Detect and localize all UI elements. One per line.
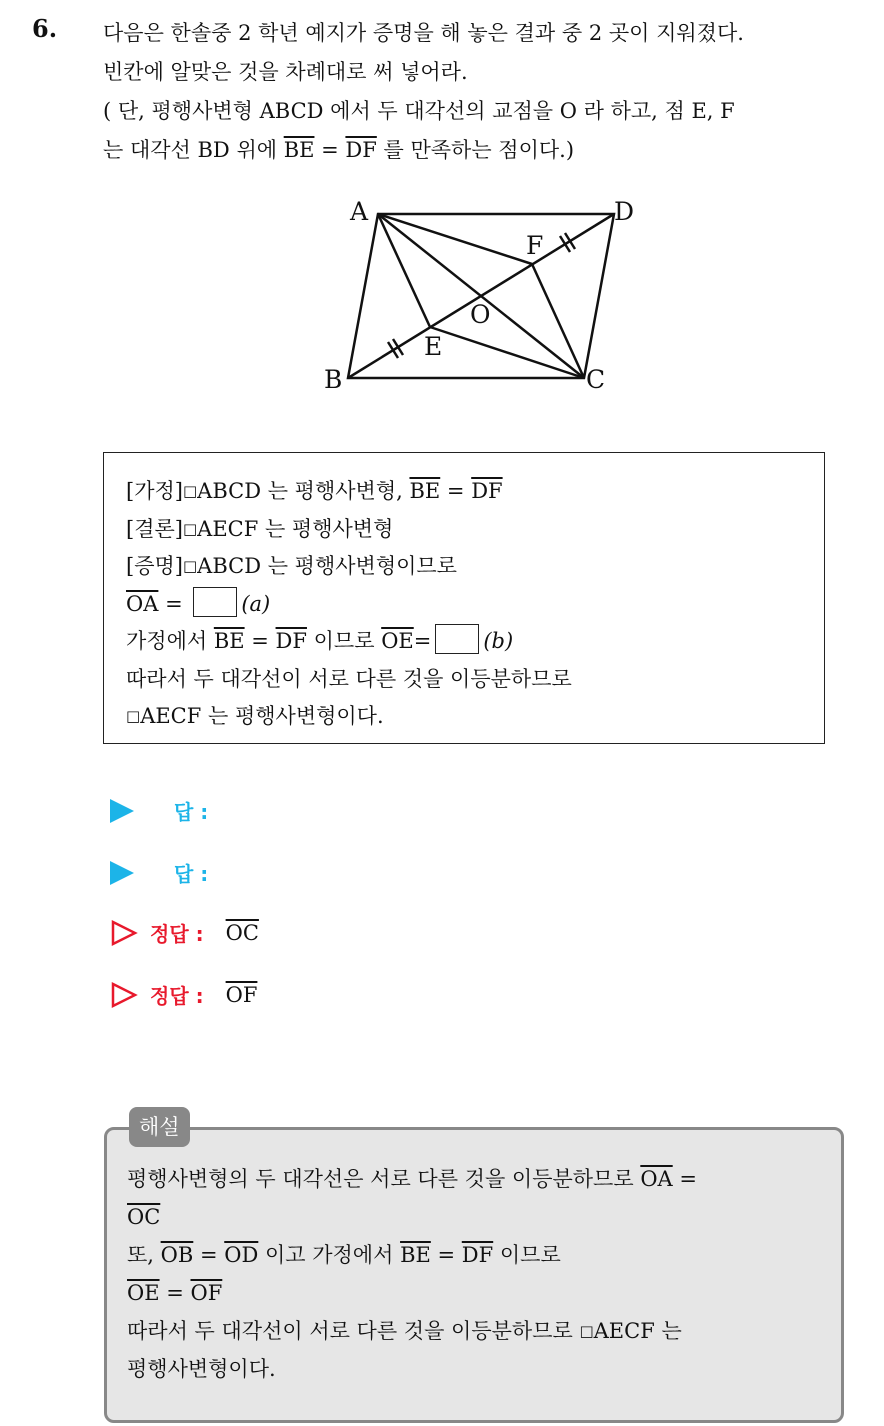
label-e: E [424, 332, 443, 361]
square-symbol: □ [126, 707, 141, 725]
equals: = [193, 1243, 225, 1267]
label-f: F [526, 231, 544, 260]
text: 가정에서 [126, 629, 214, 653]
text: 평행사변형의 두 대각선은 서로 다른 것을 이등분하므로 [127, 1167, 641, 1191]
proof-line-therefore: 따라서 두 대각선이 서로 다른 것을 이등분하므로 [126, 666, 572, 691]
expl-line-5 [127, 1312, 821, 1350]
outline-triangle-icon [110, 981, 138, 1009]
blank-b-label: (b) [483, 629, 514, 653]
segment-af [378, 214, 532, 264]
segment-oe: $\overline{OE}$ [127, 1281, 160, 1305]
conclusion-label: [결론] [126, 516, 183, 541]
correct-row-1 [110, 918, 259, 947]
question-text [103, 14, 873, 170]
question-line-1: 다음은 한솔중 2 학년 예지가 증명을 해 놓은 결과 중 2 곳이 지워졌다. [103, 21, 744, 45]
label-d: D [614, 197, 635, 226]
equals: = [413, 629, 432, 653]
text: 를 만족하는 점이다.) [376, 138, 575, 162]
proof-line-hypothesis [126, 473, 824, 511]
equals: = [159, 1281, 191, 1305]
question-number: 6. [32, 14, 58, 43]
segment-ob: $\overline{OB}$ [160, 1243, 194, 1267]
label-o: O [470, 300, 491, 329]
text: 이므로 [493, 1243, 561, 1267]
segment-oc: $\overline{OC}$ [127, 1205, 161, 1229]
text: ABCD 는 평행사변형이므로 [197, 554, 457, 578]
expl-line-6: 평행사변형이다. [127, 1357, 276, 1381]
blank-b [435, 624, 479, 654]
play-icon [110, 799, 134, 823]
answer-label: 답 : [174, 862, 209, 886]
blank-a-label: (a) [241, 591, 271, 616]
segment-of: $\overline{OF}$ [190, 1281, 223, 1305]
equals: = [440, 479, 472, 503]
text: AECF 는 평행사변형이다. [140, 704, 384, 728]
correct-label: 정답 : [150, 922, 204, 946]
equals: = [158, 591, 190, 616]
expl-line-1 [127, 1160, 821, 1198]
equals: = [672, 1167, 697, 1191]
explanation-tag: 해설 [129, 1107, 190, 1147]
label-b: B [324, 365, 343, 394]
segment-oa: $\overline{OA}$ [640, 1167, 673, 1191]
diagonal-ac [378, 214, 584, 378]
outline-triangle-icon [110, 919, 138, 947]
label-a: A [350, 197, 369, 226]
square-symbol: □ [579, 1322, 594, 1340]
square-symbol: □ [182, 519, 198, 538]
proof-line-oe [126, 623, 824, 661]
segment-oa: $\overline{OA}$ [126, 591, 159, 616]
answer-label: 답 : [174, 800, 209, 824]
play-icon [110, 861, 134, 885]
segment-oe: $\overline{OE}$ [381, 629, 414, 653]
question-line-3: ( 단, 평행사변형 ABCD 에서 두 대각선의 교점을 O 라 하고, 점 E, F [103, 99, 735, 123]
correct-row-2 [110, 980, 257, 1009]
text: 또, [127, 1243, 161, 1267]
segment-df: $\overline{DF}$ [345, 138, 377, 162]
equals: = [314, 138, 346, 162]
segment-be: $\overline{BE}$ [213, 629, 245, 653]
segment-be: $\overline{BE}$ [400, 1243, 431, 1267]
parallelogram-figure [318, 192, 638, 402]
question-line-2: 빈칸에 알맞은 것을 차례대로 써 넣어라. [103, 60, 468, 84]
text: 이고 가정에서 [258, 1243, 401, 1267]
proof-box [103, 452, 825, 744]
proof-line-proof [126, 548, 824, 586]
hypothesis-label: [가정] [126, 479, 183, 503]
blank-a [193, 587, 237, 617]
question-line-4 [103, 131, 873, 170]
segment-ec [430, 327, 584, 378]
segment-be: $\overline{BE}$ [283, 138, 315, 162]
answer-row-1 [110, 796, 208, 825]
correct-answer-2: $\overline{OF}$ [225, 982, 258, 1007]
text: AECF 는 [593, 1319, 682, 1343]
segment-od: $\overline{OD}$ [224, 1243, 259, 1267]
segment-be: $\overline{BE}$ [409, 479, 441, 503]
correct-label: 정답 : [150, 984, 204, 1008]
correct-answer-1: $\overline{OC}$ [225, 920, 259, 945]
segment-ae [378, 214, 430, 327]
text: 이므로 [306, 629, 382, 653]
equals: = [430, 1243, 462, 1267]
proof-line-final [126, 698, 824, 736]
segment-fc [532, 264, 584, 378]
equals: = [244, 629, 276, 653]
answer-row-2 [110, 858, 208, 887]
segment-df: $\overline{DF}$ [471, 479, 503, 503]
square-symbol: □ [182, 557, 198, 575]
label-c: C [586, 365, 606, 394]
text: 는 대각선 BD 위에 [103, 138, 284, 162]
proof-label: [증명] [126, 554, 183, 578]
proof-line-oa [126, 586, 824, 624]
expl-line-2 [127, 1198, 821, 1236]
explanation-box [104, 1127, 844, 1423]
text: 따라서 두 대각선이 서로 다른 것을 이등분하므로 [127, 1319, 580, 1343]
segment-df: $\overline{DF}$ [461, 1243, 494, 1267]
segment-df: $\overline{DF}$ [275, 629, 307, 653]
expl-line-4 [127, 1274, 821, 1312]
text: ABCD 는 평행사변형, [197, 479, 410, 503]
text: AECF 는 평행사변형 [197, 516, 394, 541]
square-symbol: □ [182, 482, 198, 500]
proof-line-conclusion [126, 511, 824, 549]
expl-line-3 [127, 1236, 821, 1274]
